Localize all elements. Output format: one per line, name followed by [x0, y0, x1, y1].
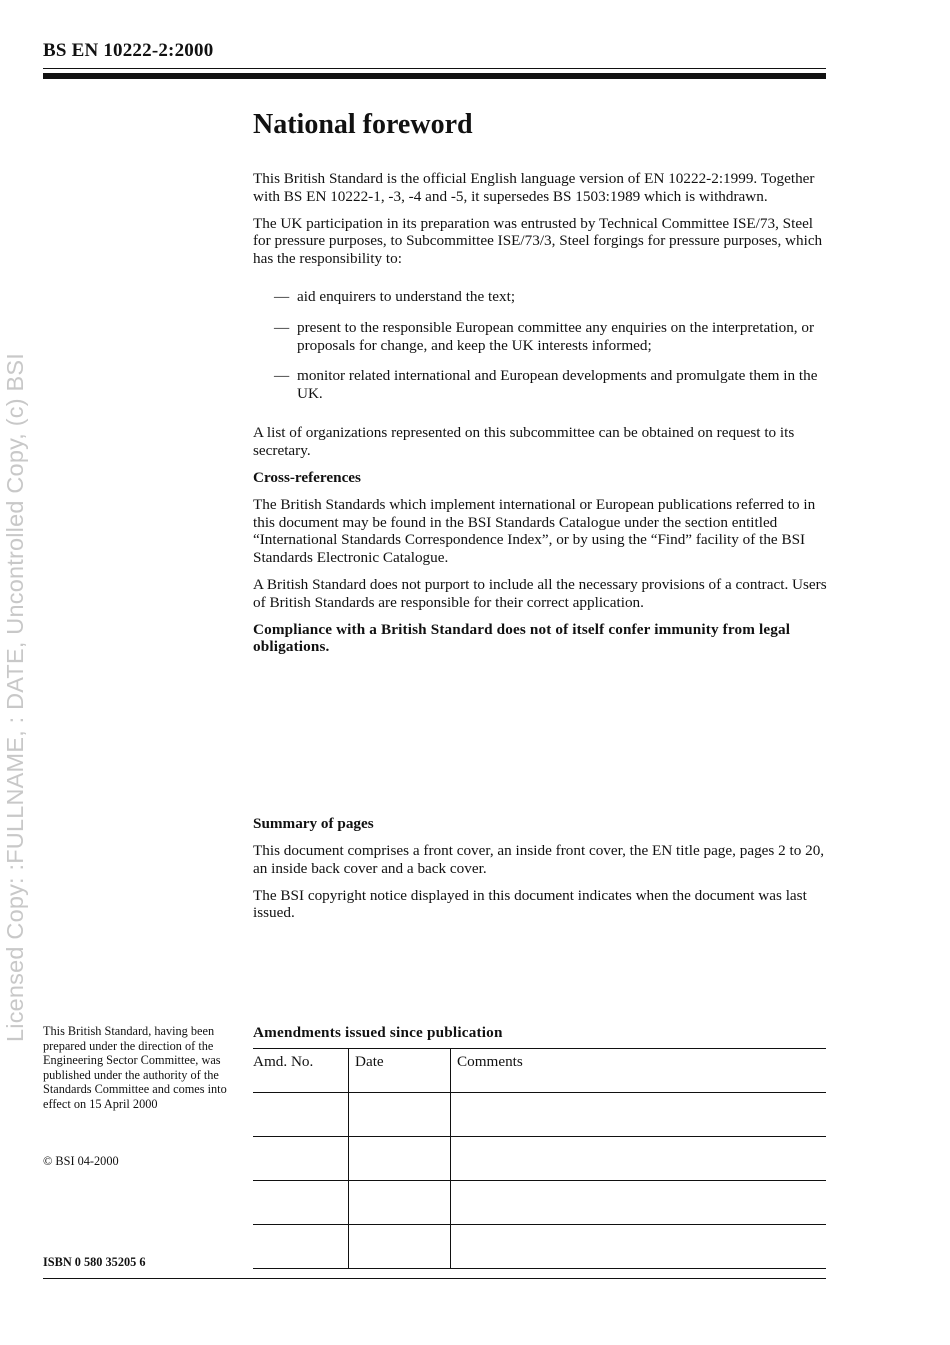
cross-references-heading: Cross-references [253, 469, 361, 487]
foreword-paragraph-3: A list of organizations represented on this subcommittee can be obtained on request to its secretary. [253, 424, 795, 460]
table-cell [451, 1137, 827, 1181]
table-cell [451, 1093, 827, 1137]
list-item: — aid enquirers to understand the text; [253, 288, 828, 306]
table-row [253, 1181, 826, 1225]
national-foreword [253, 108, 828, 665]
table-cell [253, 1225, 349, 1269]
table-header-row [253, 1049, 826, 1093]
table-cell [451, 1181, 827, 1225]
summary-heading: Summary of pages [253, 815, 374, 832]
amendments-table [253, 1048, 826, 1269]
table-cell [253, 1181, 349, 1225]
table-cell [451, 1225, 827, 1269]
foreword-paragraph-2: The UK participation in its preparation was entrusted by Technical Committee ISE/73, Steel for pressure purposes, to Subcommittee ISE/73/3, Steel forgings for pressure purposes, which has the responsibility to: [253, 214, 823, 267]
summary-paragraph-2: The BSI copyright notice displayed in this document indicates when the document was last issued. [253, 886, 807, 922]
table-cell [253, 1093, 349, 1137]
table-row [253, 1137, 826, 1181]
list-item: — monitor related international and European developments and promulgate them in the UK. [253, 367, 828, 402]
foreword-paragraph-5: A British Standard does not purport to include all the necessary provisions of a contract. Users of British Standards are responsible for their correct application. [253, 576, 827, 611]
page-title: National foreword [253, 109, 473, 140]
column-header-comments: Comments [451, 1049, 827, 1093]
copyright-notice: © BSI 04-2000 [43, 1154, 119, 1168]
header-rule-thin [43, 68, 826, 69]
list-item: — present to the responsible European committee any enquiries on the interpretation, or proposals for change, and keep the UK interests informed; [253, 319, 828, 354]
responsibility-list [253, 288, 828, 402]
table-cell [253, 1137, 349, 1181]
foreword-paragraph-4: The British Standards which implement international or European publications referred to in this document may be found in the BSI Standards Catalogue under the section entitled “International Standards Correspondence Index”, or by using the “Find” facility of the BSI Standards Electronic Catalogue. [253, 496, 816, 566]
header-rule-thick [43, 73, 826, 79]
footer-rule [43, 1278, 826, 1279]
document-code: BS EN 10222-2:2000 [43, 40, 214, 61]
watermark: Licensed Copy: :FULLNAME, : DATE, Uncontrolled Copy, (c) BSI [2, 353, 28, 1042]
compliance-statement: Compliance with a British Standard does not of itself confer immunity from legal obligations. [253, 620, 791, 656]
table-row [253, 1093, 826, 1137]
foreword-paragraph-1: This British Standard is the official English language version of EN 10222-2:1999. Together with BS EN 10222-1, -3, -4 and -5, it supersedes BS 1503:1989 which is withdrawn. [253, 170, 815, 205]
summary-of-pages [253, 815, 828, 931]
isbn: ISBN 0 580 35205 6 [43, 1255, 146, 1269]
table-cell [349, 1137, 451, 1181]
amendments-title: Amendments issued since publication [253, 1024, 503, 1041]
table-cell [349, 1093, 451, 1137]
table-row [253, 1225, 826, 1269]
summary-paragraph-1: This document comprises a front cover, an inside front cover, the EN title page, pages 2 to 20, an inside back cover and a back cover. [253, 842, 825, 877]
column-header-amd-no: Amd. No. [253, 1049, 349, 1093]
publication-note: This British Standard, having been prepared under the direction of the Engineering Sector Committee, was published under the authority of the Standards Committee and comes into effect on 15 April 2000 [43, 1024, 227, 1111]
table-cell [349, 1225, 451, 1269]
table-cell [349, 1181, 451, 1225]
column-header-date: Date [349, 1049, 451, 1093]
